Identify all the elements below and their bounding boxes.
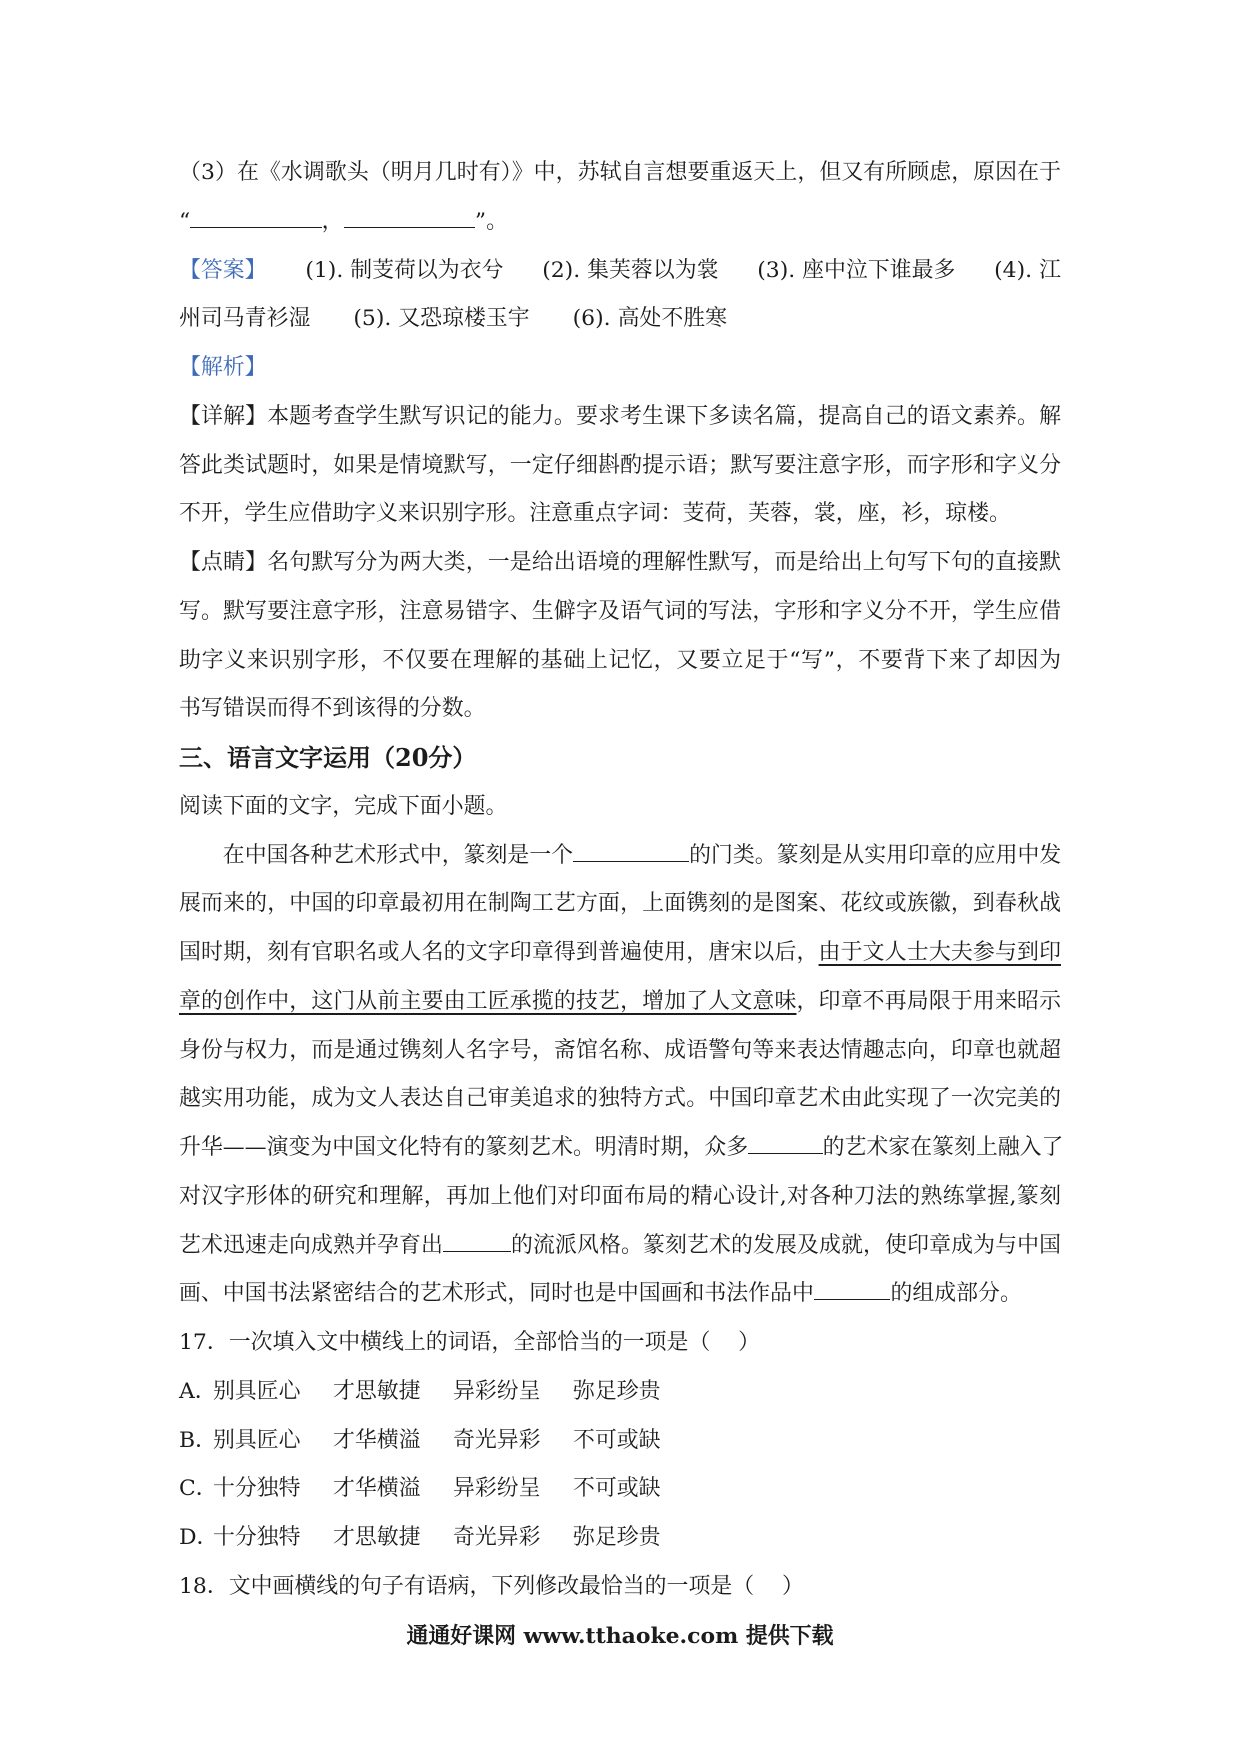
tip-line: 助字义来识别字形，不仅要在理解的基础上记忆，又要立足于“写”，不要背下来了却因为	[179, 647, 1061, 673]
passage-text: 艺术迅速走向成熟并孕育出	[179, 1232, 444, 1258]
underlined-sentence: 章的创作中，这门从前主要由工匠承揽的技艺，增加了人文意味	[179, 988, 797, 1014]
reading-instruction: 阅读下面的文字，完成下面小题。	[179, 793, 508, 819]
option-choice: 不可或缺	[573, 1427, 661, 1453]
option-a	[179, 1368, 1061, 1417]
q18-stem: 18．文中画横线的句子有语病，下列修改最恰当的一项是（ ）	[179, 1573, 804, 1599]
passage-text: 升华——演变为中国文化特有的篆刻艺术。明清时期，众多	[179, 1135, 749, 1160]
footer-credit: 通通好课网 www.tthaoke.com 提供下载	[406, 1623, 834, 1649]
q17-stem: 17．一次填入文中横线上的词语，全部恰当的一项是（ ）	[179, 1330, 761, 1355]
passage-line: 越实用功能，成为文人表达自己审美追求的独特方式。中国印章艺术由此实现了一次完美的	[179, 1086, 1061, 1112]
option-label: A．	[179, 1378, 217, 1404]
passage-line	[179, 1222, 1061, 1271]
answer-item: (4). 江	[994, 257, 1061, 283]
passage-line	[179, 1270, 1061, 1319]
option-choice: 才思敏捷	[333, 1378, 421, 1404]
option-d	[179, 1514, 1061, 1563]
option-choice: 奇光异彩	[453, 1525, 541, 1550]
question-3-fill-line	[179, 198, 1061, 247]
option-choice: 别具匠心	[213, 1427, 301, 1453]
answer-item: (3). 座中泣下谁最多	[757, 257, 956, 283]
tip-line: 书写错误而得不到该得的分数。	[179, 696, 486, 722]
answer-line-2	[179, 295, 1061, 344]
passage-text: 国时期，刻有官职名或人名的文字印章得到普遍使用，唐宋以后，	[179, 940, 819, 965]
passage-line: 展而来的，中国的印章最初用在制陶工艺方面，上面镌刻的是图案、花纹或族徽，到春秋战	[179, 891, 1061, 917]
option-choice: 弥足珍贵	[573, 1378, 661, 1404]
fill-blank	[344, 209, 475, 228]
option-choice: 才华横溢	[333, 1427, 421, 1453]
close-quote: ”。	[474, 208, 508, 234]
option-choice: 十分独特	[213, 1476, 301, 1502]
passage-line: 对汉字形体的研究和理解，再加上他们对印面布局的精心设计,对各种刀法的熟练掌握,篆刻	[179, 1183, 1061, 1209]
underlined-sentence: 由于文人士大夫参与到印	[818, 940, 1061, 965]
passage-text: 画、中国书法紧密结合的艺术形式，同时也是中国画和书法作品中	[179, 1281, 814, 1307]
option-choice: 才华横溢	[333, 1476, 421, 1502]
option-choice: 奇光异彩	[453, 1427, 541, 1453]
passage-text: 在中国各种艺术形式中，篆刻是一个	[222, 842, 574, 868]
passage-blank	[573, 843, 689, 862]
answer-line-1	[179, 247, 1061, 296]
passage-blank	[443, 1233, 511, 1252]
analysis-label: 【解析】	[179, 355, 267, 380]
passage-text: ，印章不再局限于用来昭示	[796, 988, 1061, 1014]
option-choice: 别具匠心	[213, 1378, 301, 1404]
answer-item: (2). 集芙蓉以为裳	[542, 257, 719, 283]
open-quote: “	[179, 208, 191, 234]
tip-line: 写。默写要注意字形，注意易错字、生僻字及语气词的写法，字形和字义分不开，学生应借	[179, 598, 1061, 624]
page-content	[179, 149, 1064, 1612]
option-choice: 才思敏捷	[333, 1525, 421, 1550]
passage-line	[179, 1124, 1064, 1173]
answer-item: (1). 制芰荷以为衣兮	[305, 257, 504, 283]
answer-item: 州司马青衫湿	[179, 306, 311, 332]
answer-item: (5). 又恐琼楼玉宇	[353, 306, 530, 332]
option-choice: 不可或缺	[573, 1476, 661, 1502]
passage-text: 的组成部分。	[890, 1281, 1022, 1307]
answer-label: 【答案】	[179, 257, 267, 283]
detail-line: 【详解】本题考查学生默写识记的能力。要求考生课下多读名篇，提高自己的语文素养。解	[179, 403, 1061, 429]
passage-text: 的门类。篆刻是从实用印章的应用中发	[689, 842, 1062, 868]
blank-separator: ，	[321, 208, 344, 234]
option-label: D．	[179, 1525, 219, 1550]
passage-line	[179, 978, 1061, 1027]
fill-blank	[190, 209, 321, 228]
tip-line: 【点睛】名句默写分为两大类，一是给出语境的理解性默写，而是给出上句写下句的直接默	[179, 550, 1061, 575]
detail-line: 答此类试题时，如果是情境默写，一定仔细斟酌提示语；默写要注意字形，而字形和字义分	[179, 452, 1061, 478]
option-label: C．	[179, 1476, 218, 1502]
passage-text: 的艺术家在篆刻上融入了	[822, 1135, 1064, 1160]
passage-text: 的流派风格。篆刻艺术的发展及成就，使印章成为与中国	[510, 1232, 1061, 1258]
detail-line: 不开，学生应借助字义来识别字形。注意重点字词：芰荷，芙蓉，裳，座，衫，琼楼。	[179, 501, 1011, 527]
question-3-prompt: （3）在《水调歌头（明月几时有）》中，苏轼自言想要重返天上，但又有所顾虑，原因在于	[179, 160, 1061, 185]
passage-line	[179, 832, 1061, 881]
option-c	[179, 1465, 1061, 1514]
passage-line: 身份与权力，而是通过镌刻人名字号，斋馆名称、成语警句等来表达情趣志向，印章也就超	[179, 1037, 1061, 1063]
passage-blank	[814, 1282, 891, 1301]
option-choice: 异彩纷呈	[453, 1476, 541, 1502]
option-label: B．	[179, 1427, 217, 1453]
option-b	[179, 1417, 1061, 1466]
option-choice: 弥足珍贵	[573, 1525, 661, 1550]
passage-line	[179, 929, 1061, 978]
option-choice: 十分独特	[213, 1525, 301, 1550]
answer-item: (6). 高处不胜寒	[572, 306, 728, 332]
passage-blank	[748, 1135, 822, 1154]
option-choice: 异彩纷呈	[453, 1378, 541, 1404]
section-3-heading: 三、语言文字运用（20分）	[179, 743, 477, 772]
